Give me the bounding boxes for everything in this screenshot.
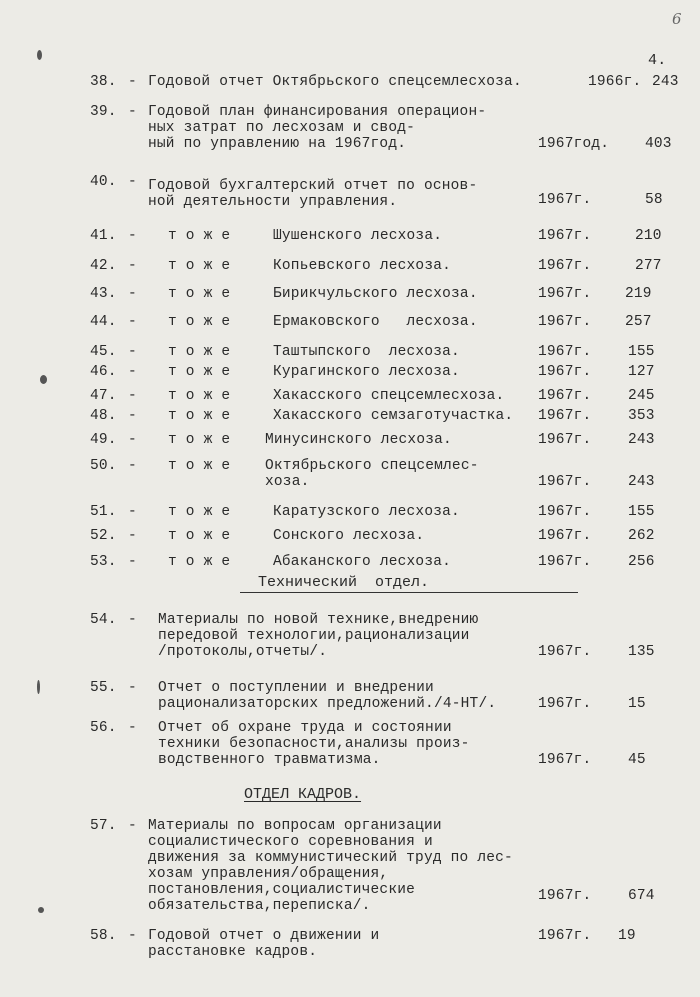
heading-underline: [240, 592, 578, 593]
entry-number: 48.: [90, 408, 117, 424]
entry-year: 1967г.: [538, 528, 592, 544]
entry-count: 353: [628, 408, 655, 424]
entry-year: 1967г.: [538, 344, 592, 360]
entry-count: 243: [652, 74, 679, 90]
entry-dash: -: [128, 228, 137, 244]
entry-dash: -: [128, 818, 137, 834]
entry-text-line: Отчет об охране труда и состоянии: [158, 720, 452, 736]
entry-text: Хакасского семзаготучастка.: [273, 408, 514, 424]
entry-text-line: /протоколы,отчеты/.: [158, 644, 328, 660]
entry-year: 1967г.: [538, 752, 592, 768]
entry-number: 52.: [90, 528, 117, 544]
entry-text-line: хоза.: [265, 474, 310, 490]
entry-dash: -: [128, 314, 137, 330]
entry-year: 1967г.: [538, 364, 592, 380]
entry-year: 1967г.: [538, 192, 592, 208]
entry-number: 57.: [90, 818, 117, 834]
entry-year: 1967г.: [538, 286, 592, 302]
entry-text-line: Годовой бухгалтерский отчет по основ-: [148, 178, 478, 194]
entry-text-line: обязательства,переписка/.: [148, 898, 371, 914]
entry-year: 1967г.: [538, 504, 592, 520]
entry-text: Минусинского лесхоза.: [265, 432, 452, 448]
entry-dash: -: [128, 104, 137, 120]
entry-number: 44.: [90, 314, 117, 330]
entry-count: 19: [618, 928, 636, 944]
entry-number: 39.: [90, 104, 117, 120]
entry-text-line: Материалы по вопросам организации: [148, 818, 442, 834]
entry-dash: -: [128, 528, 137, 544]
entry-dash: -: [128, 554, 137, 570]
ditto-mark: т о ж е: [168, 408, 231, 424]
entry-count: 262: [628, 528, 655, 544]
entry-text: Абаканского лесхоза.: [273, 554, 452, 570]
entry-number: 51.: [90, 504, 117, 520]
entry-number: 50.: [90, 458, 117, 474]
section-heading-personnel: ОТДЕЛ КАДРОВ.: [244, 786, 362, 803]
entry-number: 55.: [90, 680, 117, 696]
entry-number: 40.: [90, 174, 117, 190]
entry-text-line: расстановке кадров.: [148, 944, 318, 960]
entry-number: 41.: [90, 228, 117, 244]
entry-year: 1967г.: [538, 554, 592, 570]
scan-speck: [37, 50, 42, 60]
entry-number: 56.: [90, 720, 117, 736]
entry-count: 155: [628, 504, 655, 520]
section-heading-technical: Технический отдел.: [258, 574, 430, 591]
entry-text-line: социалистического соревнования и: [148, 834, 433, 850]
entry-count: 256: [628, 554, 655, 570]
entry-count: 403: [645, 136, 672, 152]
entry-text-line: хозам управления/обращения,: [148, 866, 389, 882]
entry-text: Ермаковского лесхоза.: [273, 314, 478, 330]
entry-dash: -: [128, 720, 137, 736]
entry-year: 1966г.: [588, 74, 642, 90]
entry-text: Шушенского лесхоза.: [273, 228, 443, 244]
entry-text-line: Отчет о поступлении и внедрении: [158, 680, 434, 696]
entry-year: 1967г.: [538, 928, 592, 944]
entry-dash: -: [128, 344, 137, 360]
entry-text-line: постановления,социалистические: [148, 882, 416, 898]
entry-year: 1967г.: [538, 388, 592, 404]
entry-text: Копьевского лесхоза.: [273, 258, 452, 274]
entry-number: 42.: [90, 258, 117, 274]
entry-count: 243: [628, 432, 655, 448]
entry-dash: -: [128, 928, 137, 944]
entry-number: 46.: [90, 364, 117, 380]
entry-count: 127: [628, 364, 655, 380]
entry-year: 1967г.: [538, 888, 592, 904]
entry-count: 674: [628, 888, 655, 904]
entry-dash: -: [128, 612, 137, 628]
entry-text-line: ных затрат по лесхозам и свод-: [148, 120, 416, 136]
entry-count: 15: [628, 696, 646, 712]
entry-dash: -: [128, 408, 137, 424]
entry-number: 53.: [90, 554, 117, 570]
scan-speck: [37, 680, 40, 694]
entry-count: 277: [635, 258, 662, 274]
entry-dash: -: [128, 286, 137, 302]
ditto-mark: т о ж е: [168, 314, 231, 330]
entry-dash: -: [128, 388, 137, 404]
entry-dash: -: [128, 258, 137, 274]
entry-year: 1967г.: [538, 408, 592, 424]
entry-year: 1967г.: [538, 432, 592, 448]
entry-count: 135: [628, 644, 655, 660]
entry-dash: -: [128, 174, 137, 190]
scan-speck: [38, 907, 44, 913]
entry-count: 155: [628, 344, 655, 360]
entry-number: 49.: [90, 432, 117, 448]
ditto-mark: т о ж е: [168, 554, 231, 570]
entry-count: 45: [628, 752, 646, 768]
entry-count: 257: [625, 314, 652, 330]
entry-text: Хакасского спецсемлесхоза.: [273, 388, 505, 404]
entry-text-line: рационализаторских предложений./4-НТ/.: [158, 696, 497, 712]
entry-text-line: движения за коммунистический труд по лес-: [148, 850, 513, 866]
entry-count: 219: [625, 286, 652, 302]
entry-year: 1967г.: [538, 644, 592, 660]
entry-text-line: Годовой план финансирования операцион-: [148, 104, 487, 120]
entry-year: 1967г.: [538, 228, 592, 244]
entry-number: 54.: [90, 612, 117, 628]
entry-dash: -: [128, 458, 137, 474]
entry-text: Таштыпского лесхоза.: [273, 344, 460, 360]
entry-dash: -: [128, 680, 137, 696]
entry-text-line: водственного травматизма.: [158, 752, 381, 768]
entry-text: Годовой отчет Октябрьского спецсемлесхоза.: [148, 74, 522, 90]
entry-text-line: Октябрьского спецсемлес-: [265, 458, 479, 474]
ditto-mark: т о ж е: [168, 388, 231, 404]
entry-text-line: ный по управлению на 1967год.: [148, 136, 407, 152]
ditto-mark: т о ж е: [168, 528, 231, 544]
entry-text-line: передовой технологии,рационализации: [158, 628, 470, 644]
entry-year: 1967год.: [538, 136, 610, 152]
ditto-mark: т о ж е: [168, 286, 231, 302]
entry-text-line: ной деятельности управления.: [148, 194, 398, 210]
ditto-mark: т о ж е: [168, 344, 231, 360]
entry-count: 210: [635, 228, 662, 244]
entry-count: 58: [645, 192, 663, 208]
entry-text-line: Материалы по новой технике,внедрению: [158, 612, 479, 628]
entry-number: 43.: [90, 286, 117, 302]
handwritten-page-mark: 6: [672, 10, 682, 28]
entry-count: 243: [628, 474, 655, 490]
entry-year: 1967г.: [538, 474, 592, 490]
scan-speck: [40, 375, 47, 384]
entry-dash: -: [128, 432, 137, 448]
ditto-mark: т о ж е: [168, 432, 231, 448]
entry-number: 38.: [90, 74, 117, 90]
entry-dash: -: [128, 364, 137, 380]
entry-year: 1967г.: [538, 314, 592, 330]
entry-text-line: Годовой отчет о движении и: [148, 928, 380, 944]
ditto-mark: т о ж е: [168, 504, 231, 520]
entry-dash: -: [128, 504, 137, 520]
ditto-mark: т о ж е: [168, 458, 231, 474]
entry-year: 1967г.: [538, 258, 592, 274]
entry-year: 1967г.: [538, 696, 592, 712]
entry-dash: -: [128, 74, 137, 90]
ditto-mark: т о ж е: [168, 228, 231, 244]
ditto-mark: т о ж е: [168, 364, 231, 380]
entry-number: 45.: [90, 344, 117, 360]
ditto-mark: т о ж е: [168, 258, 231, 274]
entry-count: 245: [628, 388, 655, 404]
entry-text: Бирикчульского лесхоза.: [273, 286, 478, 302]
entry-number: 47.: [90, 388, 117, 404]
entry-text: Сонского лесхоза.: [273, 528, 425, 544]
entry-text: Каратузского лесхоза.: [273, 504, 460, 520]
entry-number: 58.: [90, 928, 117, 944]
entry-text-line: техники безопасности,анализы произ-: [158, 736, 470, 752]
page-number: 4.: [648, 52, 667, 69]
entry-text: Курагинского лесхоза.: [273, 364, 460, 380]
